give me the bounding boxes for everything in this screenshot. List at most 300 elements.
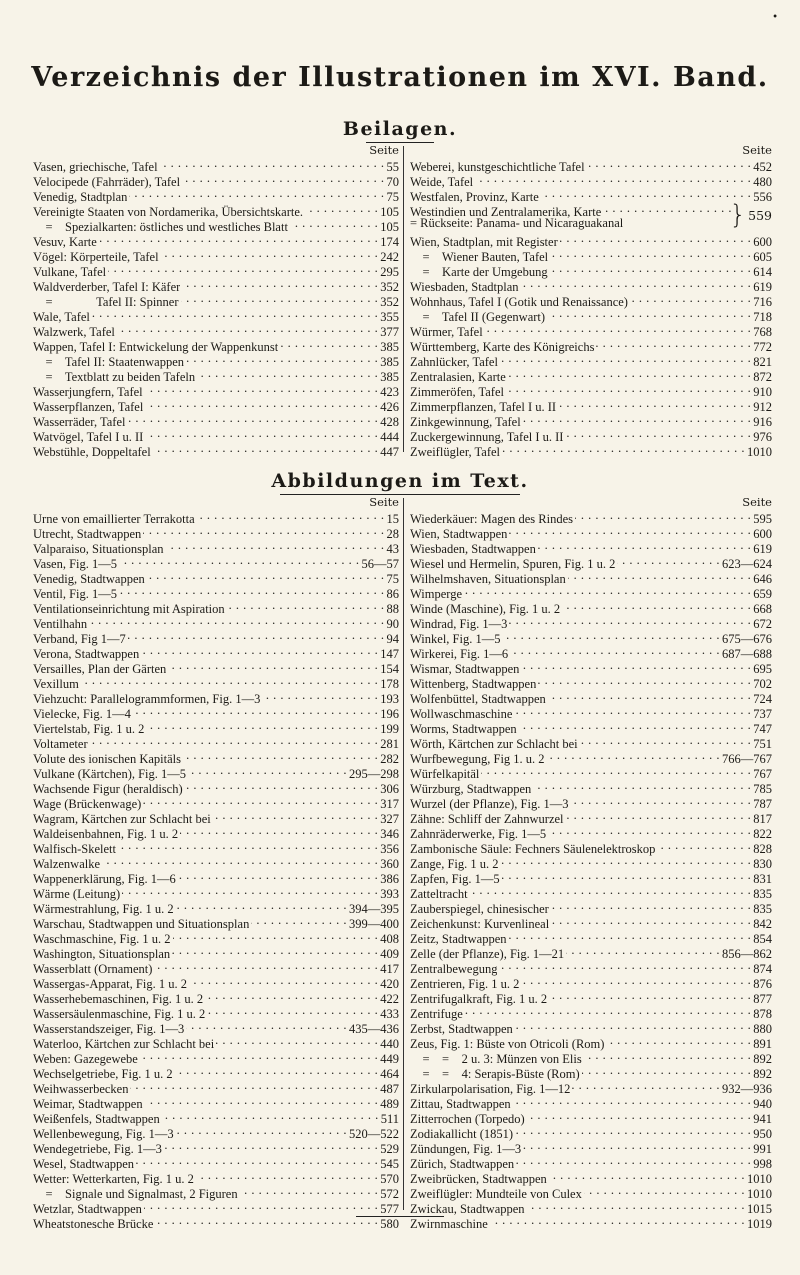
entry-page: 449 [380, 1052, 399, 1066]
leader-dots [216, 1033, 378, 1048]
entry-page: 178 [380, 677, 399, 691]
entry-page: 595 [753, 512, 772, 526]
leader-dots [549, 1168, 745, 1183]
beilagen-right-list-b [410, 231, 772, 459]
leader-dots [575, 508, 751, 523]
entry-page: 386 [380, 872, 399, 886]
leader-dots [133, 703, 378, 718]
entry-label: = Tafel II: Spinner [33, 295, 179, 309]
entry-page: 1010 [747, 1172, 772, 1186]
leader-dots [464, 583, 751, 598]
entry-label: Wellenbewegung, Fig. 1—3 [33, 1127, 174, 1141]
leader-dots [145, 1093, 379, 1108]
entry-label: Zapfen, Fig. 1—5 [410, 872, 500, 886]
entry-page: 105 [380, 220, 399, 234]
leader-dots [117, 321, 378, 336]
seite-label: Seite [369, 143, 399, 157]
entry-label: Verona, Stadtwappen [33, 647, 140, 661]
entry-label: Wiesbaden, Stadtplan [410, 280, 519, 294]
entry-label: = Signale und Signalmast, 2 Figuren [33, 1187, 238, 1201]
entry-label: Wagram, Kärtchen zur Schlacht bei [33, 812, 211, 826]
leader-dots [502, 868, 752, 883]
entry-page: 751 [753, 737, 772, 751]
entry-label: Weide, Tafel [410, 175, 474, 189]
entry-label: Vulkane, Tafel [33, 265, 107, 279]
entry-label: Ventilationseinrichtung mit Aspiration [33, 602, 225, 616]
leader-dots [81, 673, 378, 688]
entry-page: 464 [380, 1067, 399, 1081]
entry-page: 932—936 [722, 1082, 772, 1096]
list-item [410, 583, 772, 601]
leader-dots [470, 883, 752, 898]
entry-page: 668 [753, 602, 772, 616]
leader-dots [617, 553, 720, 568]
leader-dots [146, 718, 378, 733]
entry-page: 94 [386, 632, 399, 646]
entry-label: Zähne: Schliff der Zahnwurzel [410, 812, 564, 826]
entry-page: 55 [386, 160, 399, 174]
entry-label: Wohnhaus, Tafel I (Gotik und Renaissance) [410, 295, 628, 309]
leader-dots [128, 628, 385, 643]
entry-label: Wetter: Wetterkarten, Fig. 1 u. 2 [33, 1172, 194, 1186]
entry-label: Ventil, Fig. 1—5 [33, 587, 118, 601]
entry-label: Vielecke, Fig. 1—4 [33, 707, 131, 721]
entry-label: Wittenberg, Stadtwappen [410, 677, 537, 691]
entry-label: Zuckergewinnung, Tafel I u. II [410, 430, 564, 444]
leader-dots [550, 246, 751, 261]
leader-dots [197, 366, 378, 381]
seite-label: Seite [742, 495, 772, 509]
entry-page: 892 [753, 1052, 772, 1066]
leader-dots [584, 1048, 752, 1063]
list-item [33, 508, 399, 526]
leader-dots [189, 973, 378, 988]
leader-dots [465, 1003, 751, 1018]
leader-dots [196, 1168, 378, 1183]
leader-dots [180, 823, 378, 838]
entry-label: Warschau, Stadtwappen und Situationsplan [33, 917, 250, 931]
entry-page: 874 [753, 962, 772, 976]
entry-label: Vexillum [33, 677, 79, 691]
entry-label: = Tafel II: Staatenwappen [33, 355, 185, 369]
entry-page: 766—767 [722, 752, 772, 766]
entry-label: Valparaiso, Situationsplan [33, 542, 164, 556]
entry-page: 835 [753, 887, 772, 901]
list-item [33, 673, 399, 691]
entry-label: Wollwaschmaschine [410, 707, 513, 721]
entry-page: 605 [753, 250, 772, 264]
entry-label: Zentrifuge [410, 1007, 463, 1021]
entry-label: Zeichenkunst: Kurvenlineal [410, 917, 550, 931]
leader-dots [145, 396, 378, 411]
entry-page: 86 [386, 587, 399, 601]
entry-page: 385 [380, 355, 399, 369]
entry-page: 600 [753, 527, 772, 541]
entry-label: Zeitz, Stadtwappen [410, 932, 507, 946]
entry-label: Zürich, Stadtwappen [410, 1157, 515, 1171]
entry-label: Wetzlar, Stadtwappen [33, 1202, 142, 1216]
entry-label: = Rückseite: Panama- und Nicaraguakanal [410, 216, 624, 230]
leader-dots [280, 336, 378, 351]
entry-label: Zentralbewegung [410, 962, 498, 976]
leader-dots [153, 441, 379, 456]
leader-dots [562, 598, 751, 613]
entry-page: 835 [753, 902, 772, 916]
beilagen-left-column [33, 143, 399, 459]
list-item [410, 508, 772, 526]
leader-dots [566, 808, 752, 823]
entry-label: Wassergas-Apparat, Fig. 1 u. 2 [33, 977, 187, 991]
entry-label: Wilhelmshaven, Situationsplan [410, 572, 566, 586]
entry-page: 1019 [747, 1217, 772, 1231]
entry-page: 842 [753, 917, 772, 931]
leader-dots [145, 426, 378, 441]
entry-page: 724 [753, 692, 772, 706]
entry-page: 352 [380, 295, 399, 309]
leader-dots [154, 958, 378, 973]
entry-page: 572 [380, 1187, 399, 1201]
entry-page: 891 [753, 1037, 772, 1051]
entry-label: Wappen, Tafel I: Entwickelung der Wappenkunst [33, 340, 279, 354]
entry-page: 687—688 [722, 647, 772, 661]
entry-page: 646 [753, 572, 772, 586]
entry-page: 105 [380, 205, 399, 219]
entry-page: 787 [753, 797, 772, 811]
leader-dots [99, 231, 378, 246]
entry-page: 854 [753, 932, 772, 946]
leader-dots [168, 658, 378, 673]
entry-label: Zentralasien, Karte [410, 370, 506, 384]
leader-dots [568, 568, 752, 583]
entry-label: Wachsende Figur (heraldisch) [33, 782, 183, 796]
leader-dots [182, 171, 384, 186]
entry-page: 70 [386, 175, 399, 189]
leader-dots [143, 793, 378, 808]
beilagen-right-list-a [410, 156, 772, 204]
entry-page: 767 [753, 767, 772, 781]
leader-dots [499, 958, 751, 973]
entry-page: 614 [753, 265, 772, 279]
entry-label: Velocipede (Fahrräder), Tafel [33, 175, 181, 189]
entry-label: Zittau, Stadtwappen [410, 1097, 511, 1111]
entry-page: 600 [753, 235, 772, 249]
entry-page: 821 [753, 355, 772, 369]
entry-label: Vesuv, Karte [33, 235, 97, 249]
leader-dots [178, 868, 379, 883]
entry-label: Zodiakallicht (1851) [410, 1127, 514, 1141]
entry-label: Weberei, kunstgeschichtliche Tafel [410, 160, 585, 174]
entry-label: Würzburg, Stadtwappen [410, 782, 532, 796]
leader-dots [175, 1063, 379, 1078]
entry-label: Wasserhebemaschinen, Fig. 1 u. 2 [33, 992, 204, 1006]
entry-label: Wheatstonesche Brücke [33, 1217, 154, 1231]
leader-dots [155, 1213, 378, 1228]
seite-label: Seite [742, 143, 772, 157]
entry-label: Wärmestrahlung, Fig. 1 u. 2 [33, 902, 174, 916]
entry-page: 417 [380, 962, 399, 976]
entry-page: 43 [386, 542, 399, 556]
entry-label: Wappenerklärung, Fig. 1—6 [33, 872, 176, 886]
leader-dots [566, 943, 720, 958]
list-item [410, 231, 772, 249]
leader-dots [172, 943, 378, 958]
entry-page: 426 [380, 400, 399, 414]
leader-dots [630, 291, 751, 306]
entry-label: Wien, Stadtwappen [410, 527, 508, 541]
entry-label: Weimar, Stadtwappen [33, 1097, 143, 1111]
entry-label: Wassersäulenmaschine, Fig. 1 u. 2 [33, 1007, 206, 1021]
entry-label: Washington, Situationsplan [33, 947, 171, 961]
leader-dots [161, 246, 379, 261]
leader-dots [606, 1033, 751, 1048]
entry-label: Wirkerei, Fig. 1—6 [410, 647, 509, 661]
entry-label: Ventilhahn [33, 617, 88, 631]
leader-dots [89, 613, 384, 628]
leader-dots [162, 1108, 379, 1123]
entry-label: = Spezialkarten: östliches und westliches Blatt [33, 220, 288, 234]
entry-page: 511 [380, 1112, 399, 1126]
leader-dots [538, 673, 751, 688]
entry-label: Zimmeröfen, Tafel [410, 385, 504, 399]
leader-dots [182, 276, 378, 291]
entry-page: 877 [753, 992, 772, 1006]
entry-label: Vereinigte Staaten von Nordamerika, Übersichtskarte. [33, 205, 304, 219]
leader-dots [173, 928, 379, 943]
entry-page: 196 [380, 707, 399, 721]
brace-glyph: } [729, 200, 746, 230]
leader-dots [481, 763, 751, 778]
leader-dots [516, 1153, 751, 1168]
leader-dots [521, 973, 751, 988]
entry-label: Zahnräderwerke, Fig. 1—5 [410, 827, 547, 841]
leader-dots [558, 396, 751, 411]
leader-dots [262, 688, 378, 703]
entry-page: 822 [753, 827, 772, 841]
leader-dots [136, 1153, 378, 1168]
leader-dots [130, 1078, 378, 1093]
leader-dots [541, 186, 751, 201]
entry-label: Verband, Fig 1—7 [33, 632, 126, 646]
entry-page: 1015 [747, 1202, 772, 1216]
leader-dots [570, 793, 751, 808]
entry-page: 912 [753, 400, 772, 414]
entry-label: = Wiener Bauten, Tafel [410, 250, 549, 264]
entry-page: 346 [380, 827, 399, 841]
leader-dots [108, 261, 378, 276]
leader-dots [527, 1108, 752, 1123]
leader-dots [490, 1213, 745, 1228]
entry-label: Winkel, Fig. 1—5 [410, 632, 501, 646]
entry-page: 295—298 [349, 767, 399, 781]
leader-dots [119, 553, 359, 568]
entry-page: 56—57 [361, 557, 399, 571]
leader-dots [176, 1123, 347, 1138]
leader-dots [547, 748, 720, 763]
entry-label: Wiesel und Hermelin, Spuren, Fig. 1 u. 2 [410, 557, 616, 571]
leader-dots [118, 838, 378, 853]
leader-dots [527, 1198, 745, 1213]
entry-label: Wasserjungfern, Tafel [33, 385, 143, 399]
entry-label: Wendegetriebe, Fig. 1—3 [33, 1142, 162, 1156]
page-title: Verzeichnis der Illustrationen im XVI. Band. [31, 62, 769, 93]
leader-dots [500, 351, 751, 366]
list-item-brace [410, 201, 772, 231]
entry-page: 75 [386, 572, 399, 586]
leader-dots [549, 988, 751, 1003]
leader-dots [205, 988, 378, 1003]
entry-label: Zweibrücken, Stadtwappen [410, 1172, 547, 1186]
leader-dots [513, 1093, 752, 1108]
entry-label: Wiederkäuer: Magen des Rindes [410, 512, 573, 526]
leader-dots [521, 276, 752, 291]
entry-page: 487 [380, 1082, 399, 1096]
entry-label: Zündungen, Fig. 1—3 [410, 1142, 522, 1156]
leader-dots [560, 231, 752, 246]
leader-dots [519, 718, 752, 733]
entry-label: Wage (Brückenwage) [33, 797, 142, 811]
entry-page: 356 [380, 842, 399, 856]
leader-dots [502, 628, 720, 643]
section-title-abbildungen: Abbildungen im Text. [271, 470, 529, 492]
entry-page: 910 [753, 385, 772, 399]
leader-dots [657, 838, 751, 853]
entry-page: 716 [753, 295, 772, 309]
entry-page: 817 [753, 812, 772, 826]
list-item [33, 628, 399, 646]
entry-label: Zentrieren, Fig. 1 u. 2 [410, 977, 520, 991]
entry-label: Walfisch-Skelett [33, 842, 116, 856]
entry-page: 242 [380, 250, 399, 264]
entry-label: Vasen, Fig. 1—5 [33, 557, 118, 571]
entry-label: Wiesbaden, Stadtwappen [410, 542, 536, 556]
leader-dots [119, 583, 384, 598]
leader-dots [166, 538, 385, 553]
leader-dots [186, 351, 378, 366]
beilagen-right-column [410, 143, 772, 459]
list-item [33, 156, 399, 174]
entry-label: Worms, Stadtwappen [410, 722, 517, 736]
entry-page: 90 [386, 617, 399, 631]
entry-page: 876 [753, 977, 772, 991]
entry-page: 659 [753, 587, 772, 601]
entry-page: 991 [753, 1142, 772, 1156]
title-underline [280, 494, 520, 495]
entry-page: 828 [753, 842, 772, 856]
entry-label: Wasserblatt (Ornament) [33, 962, 153, 976]
seite-label: Seite [369, 495, 399, 509]
entry-label: Zerbst, Stadtwappen [410, 1022, 513, 1036]
entry-page: 559 [748, 208, 772, 223]
leader-dots [523, 411, 752, 426]
leader-dots [143, 523, 384, 538]
entry-page: 435—436 [349, 1022, 399, 1036]
entry-page: 440 [380, 1037, 399, 1051]
leader-dots [521, 658, 751, 673]
leader-dots [551, 913, 751, 928]
list-item [410, 201, 772, 219]
entry-label: Westfalen, Provinz, Karte [410, 190, 539, 204]
leader-dots [305, 201, 378, 216]
entry-label: Wismar, Stadtwappen [410, 662, 520, 676]
entry-label: Venedig, Stadtwappen [33, 572, 145, 586]
entry-page: 422 [380, 992, 399, 1006]
entry-label: Zinkgewinnung, Tafel [410, 415, 521, 429]
leader-dots [533, 778, 751, 793]
entry-page: 295 [380, 265, 399, 279]
entry-page: 385 [380, 370, 399, 384]
leader-dots [185, 778, 379, 793]
leader-dots [140, 1048, 378, 1063]
entry-page: 282 [380, 752, 399, 766]
leader-dots [144, 1198, 378, 1213]
entry-label: Versailles, Plan der Gärten [33, 662, 167, 676]
entry-page: 88 [386, 602, 399, 616]
column-divider [403, 498, 404, 1210]
entry-page: 480 [753, 175, 772, 189]
entry-page: 570 [380, 1172, 399, 1186]
entry-page: 623—624 [722, 557, 772, 571]
entry-label: Weißenfels, Stadtwappen [33, 1112, 160, 1126]
entry-page: 281 [380, 737, 399, 751]
entry-page: 619 [753, 542, 772, 556]
leader-dots [145, 381, 379, 396]
leader-dots [181, 291, 379, 306]
entry-page: 695 [753, 662, 772, 676]
entry-label: Weihwasserbecken [33, 1082, 129, 1096]
entry-label: Würmer, Tafel [410, 325, 483, 339]
entry-page: 675—676 [722, 632, 772, 646]
entry-label: Zahnlücker, Tafel [410, 355, 498, 369]
entry-label: Zimmerpflanzen, Tafel I u. II [410, 400, 557, 414]
list-item [410, 156, 772, 174]
entry-page: 976 [753, 430, 772, 444]
list-item [410, 1003, 772, 1021]
leader-dots [102, 853, 378, 868]
entry-page: 672 [753, 617, 772, 631]
leader-dots [580, 733, 752, 748]
leader-dots [547, 306, 751, 321]
entry-page: 423 [380, 385, 399, 399]
entry-label: Vögel: Körperteile, Tafel [33, 250, 159, 264]
entry-label: Walzwerk, Tafel [33, 325, 115, 339]
entry-label: Urne von emaillierter Terrakotta [33, 512, 195, 526]
entry-page: 355 [380, 310, 399, 324]
leader-dots [550, 261, 752, 276]
entry-label: Würfelkapitäl [410, 767, 480, 781]
entry-page: 75 [386, 190, 399, 204]
entry-page: 619 [753, 280, 772, 294]
entry-label: Webstühle, Doppeltafel [33, 445, 151, 459]
entry-page: 950 [753, 1127, 772, 1141]
leader-dots [227, 598, 385, 613]
leader-dots [501, 853, 752, 868]
entry-page: 580 [380, 1217, 399, 1231]
entry-page: 520—522 [349, 1127, 399, 1141]
leader-dots [197, 508, 385, 523]
leader-dots [485, 321, 752, 336]
entry-label: Zelle (der Pflanze), Fig. 1—21 [410, 947, 565, 961]
entry-page: 768 [753, 325, 772, 339]
entry-page: 147 [380, 647, 399, 661]
leader-dots [475, 171, 751, 186]
leader-dots [584, 1183, 745, 1198]
entry-page: 892 [753, 1067, 772, 1081]
entry-label: Winde (Maschine), Fig. 1 u. 2 [410, 602, 561, 616]
abbildungen-left-list [33, 508, 399, 1231]
leader-dots [548, 823, 751, 838]
entry-label: Weben: Gazegewebe [33, 1052, 138, 1066]
entry-label: Wechselgetriebe, Fig. 1 u. 2 [33, 1067, 173, 1081]
